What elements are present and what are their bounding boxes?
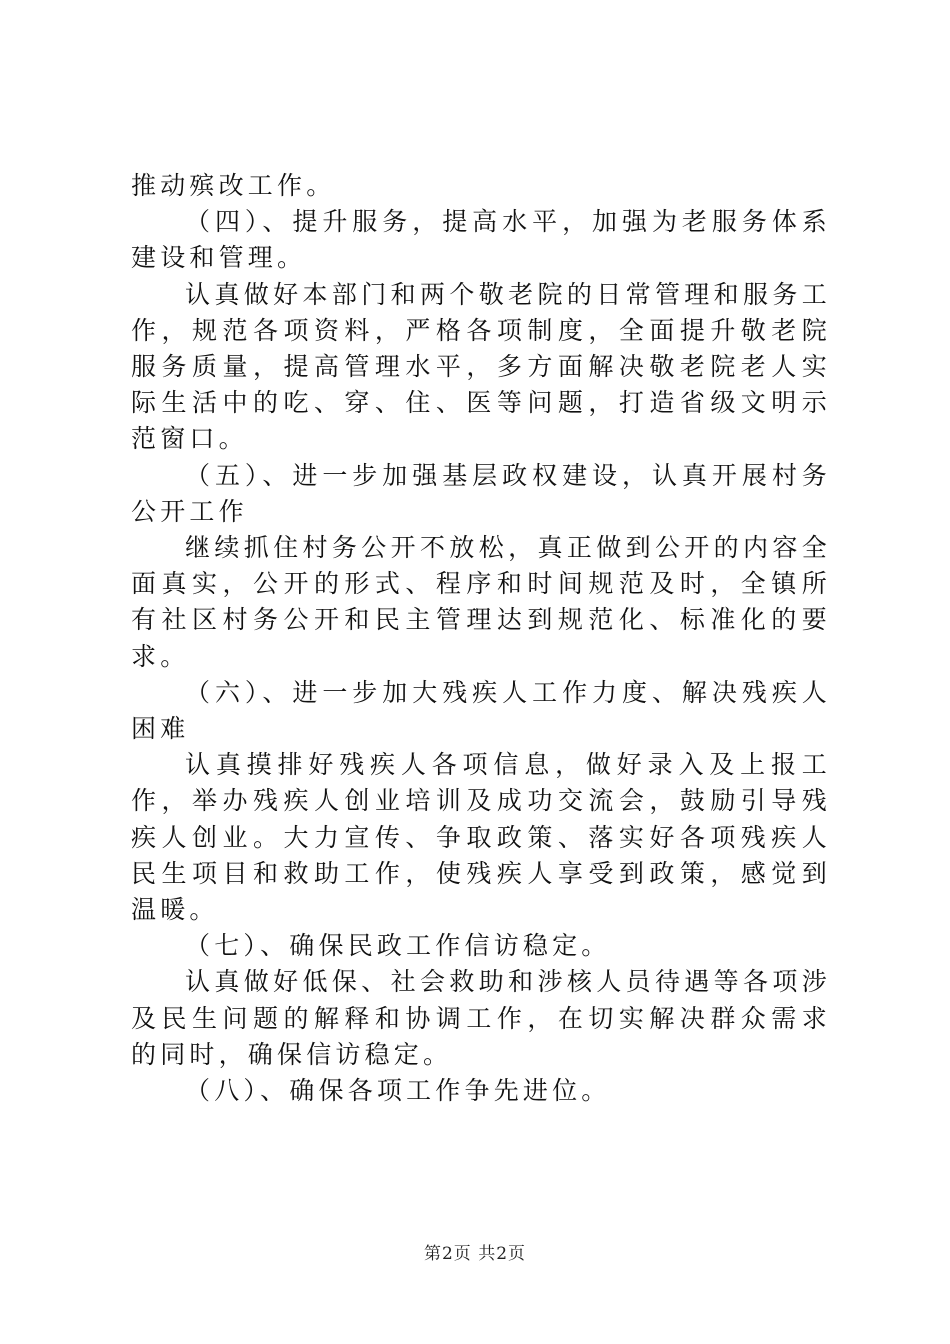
- paragraph-village-affairs: 继续抓住村务公开不放松，真正做到公开的内容全面真实，公开的形式、程序和时间规范及时，全镇所有社区村务公开和民主管理达到规范化、标准化的要求。: [131, 533, 831, 671]
- section-heading-7: （七）、确保民政工作信访稳定。: [185, 931, 611, 961]
- paragraph-petition-stability: 认真做好低保、社会救助和涉核人员待遇等各项涉及民生问题的解释和协调工作，在切实解决群众需求的同时，确保信访稳定。: [131, 967, 831, 1069]
- document-body: [131, 168, 831, 1109]
- section-heading-4: （四）、提升服务，提高水平，加强为老服务体系建设和管理。: [131, 207, 831, 273]
- section-heading-8: （八）、确保各项工作争先进位。: [185, 1076, 611, 1106]
- section-heading-5: （五）、进一步加强基层政权建设，认真开展村务公开工作: [131, 460, 831, 526]
- paragraph-elderly-care: 认真做好本部门和两个敬老院的日常管理和服务工作，规范各项资料，严格各项制度，全面提升敬老院服务质量，提高管理水平，多方面解决敬老院老人实际生活中的吃、穿、住、医等问题，打造省级文明示范窗口。: [131, 279, 831, 454]
- section-heading-6: （六）、进一步加大残疾人工作力度、解决残疾人困难: [131, 677, 831, 744]
- paragraph-disabled-persons: 认真摸排好残疾人各项信息，做好录入及上报工作，举办残疾人创业培训及成功交流会，鼓励引导残疾人创业。大力宣传、争取政策、落实好各项残疾人民生项目和救助工作，使残疾人享受到政策，感觉到温暖。: [131, 750, 831, 925]
- paragraph-continuation: 推动殡改工作。: [131, 171, 336, 200]
- page-number-footer: 第2页 共2页: [423, 1244, 527, 1264]
